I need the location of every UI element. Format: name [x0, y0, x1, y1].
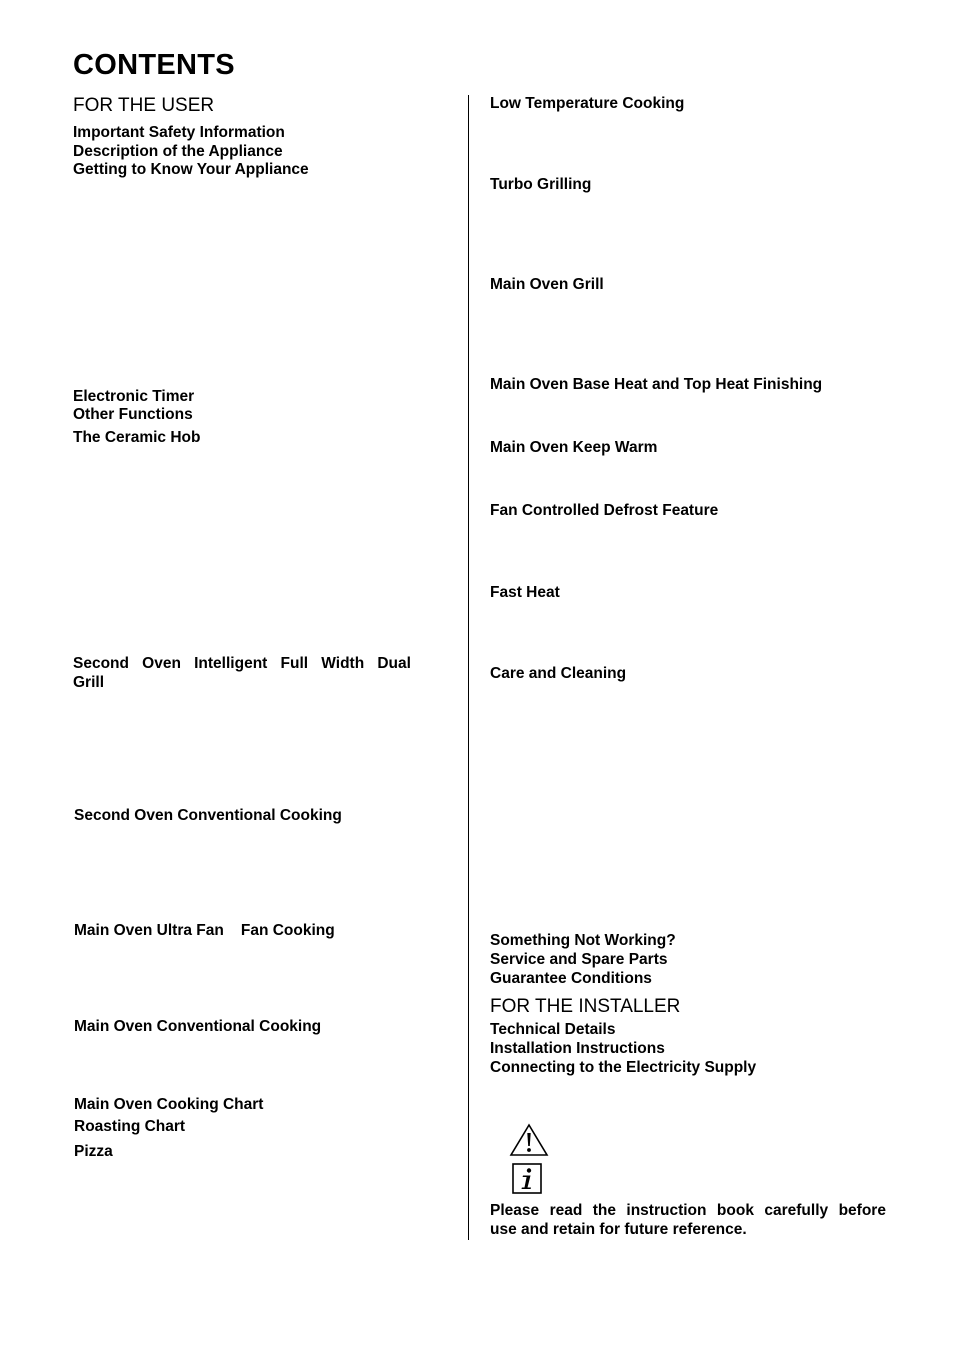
toc-entry-main-grill[interactable]: Main Oven Grill — [490, 276, 604, 293]
toc-entry-roasting-chart[interactable]: Roasting Chart — [74, 1118, 186, 1135]
notice-word: Please — [490, 1202, 540, 1219]
toc-entry-second-conventional[interactable]: Second Oven Conventional Cooking — [74, 807, 342, 824]
dual-grill-line1 — [73, 654, 411, 673]
notice-word: the — [592, 1202, 616, 1219]
notice-line1 — [490, 1201, 886, 1220]
toc-entry-safety[interactable]: Important Safety Information — [73, 124, 285, 141]
page-title: CONTENTS — [73, 49, 235, 81]
dual-grill-word: Width — [321, 655, 365, 672]
dual-grill-word: Dual — [377, 655, 411, 672]
toc-entry-care-cleaning[interactable]: Care and Cleaning — [490, 665, 627, 682]
warning-triangle-icon — [509, 1123, 549, 1157]
notice-line2: use and retain for future reference. — [490, 1221, 747, 1238]
toc-entry-keep-warm[interactable]: Main Oven Keep Warm — [490, 439, 658, 456]
toc-entry-defrost[interactable]: Fan Controlled Defrost Feature — [490, 502, 719, 519]
column-divider — [468, 95, 469, 1240]
toc-entry-fast-heat[interactable]: Fast Heat — [490, 584, 560, 601]
dual-grill-word: Oven — [142, 655, 181, 672]
toc-entry-main-conventional[interactable]: Main Oven Conventional Cooking — [74, 1018, 322, 1035]
toc-entry-technical[interactable]: Technical Details — [490, 1021, 616, 1038]
toc-entry-installation[interactable]: Installation Instructions — [490, 1040, 665, 1057]
for-the-user-heading: FOR THE USER — [73, 95, 215, 116]
toc-entry-low-temperature[interactable]: Low Temperature Cooking — [490, 95, 685, 112]
fan-cooking-label: Fan Cooking — [240, 922, 335, 939]
notice-word: book — [716, 1202, 754, 1219]
toc-entry-service[interactable]: Service and Spare Parts — [490, 951, 668, 968]
toc-entry-ultra-fan[interactable] — [74, 921, 335, 940]
toc-entry-electronic-timer[interactable]: Electronic Timer — [73, 388, 195, 405]
toc-entry-getting-to-know[interactable]: Getting to Know Your Appliance — [73, 161, 309, 178]
dual-grill-word: Full — [280, 655, 309, 672]
toc-entry-not-working[interactable]: Something Not Working? — [490, 932, 676, 949]
notice-word: read — [549, 1202, 583, 1219]
instruction-notice — [490, 1201, 886, 1239]
toc-entry-ceramic-hob[interactable]: The Ceramic Hob — [73, 429, 201, 446]
dual-grill-line2: Grill — [73, 674, 105, 691]
toc-entry-dual-grill[interactable] — [73, 654, 411, 692]
information-icon — [512, 1163, 542, 1194]
dual-grill-word: Second — [73, 655, 129, 672]
dual-grill-word: Intelligent — [194, 655, 268, 672]
toc-entry-turbo-grilling[interactable]: Turbo Grilling — [490, 176, 592, 193]
toc-entry-guarantee[interactable]: Guarantee Conditions — [490, 970, 652, 987]
toc-entry-base-heat[interactable]: Main Oven Base Heat and Top Heat Finishing — [490, 376, 823, 393]
toc-entry-pizza[interactable]: Pizza — [74, 1143, 113, 1160]
toc-entry-other-functions[interactable]: Other Functions — [73, 406, 193, 423]
for-the-installer-heading: FOR THE INSTALLER — [490, 996, 681, 1017]
notice-word: carefully — [764, 1202, 829, 1219]
toc-entry-cooking-chart[interactable]: Main Oven Cooking Chart — [74, 1096, 264, 1113]
toc-entry-electricity[interactable]: Connecting to the Electricity Supply — [490, 1059, 757, 1076]
ultra-fan-label: Main Oven Ultra Fan — [74, 922, 224, 939]
notice-word: instruction — [626, 1202, 707, 1219]
notice-word: before — [838, 1202, 886, 1219]
toc-entry-description[interactable]: Description of the Appliance — [73, 143, 283, 160]
